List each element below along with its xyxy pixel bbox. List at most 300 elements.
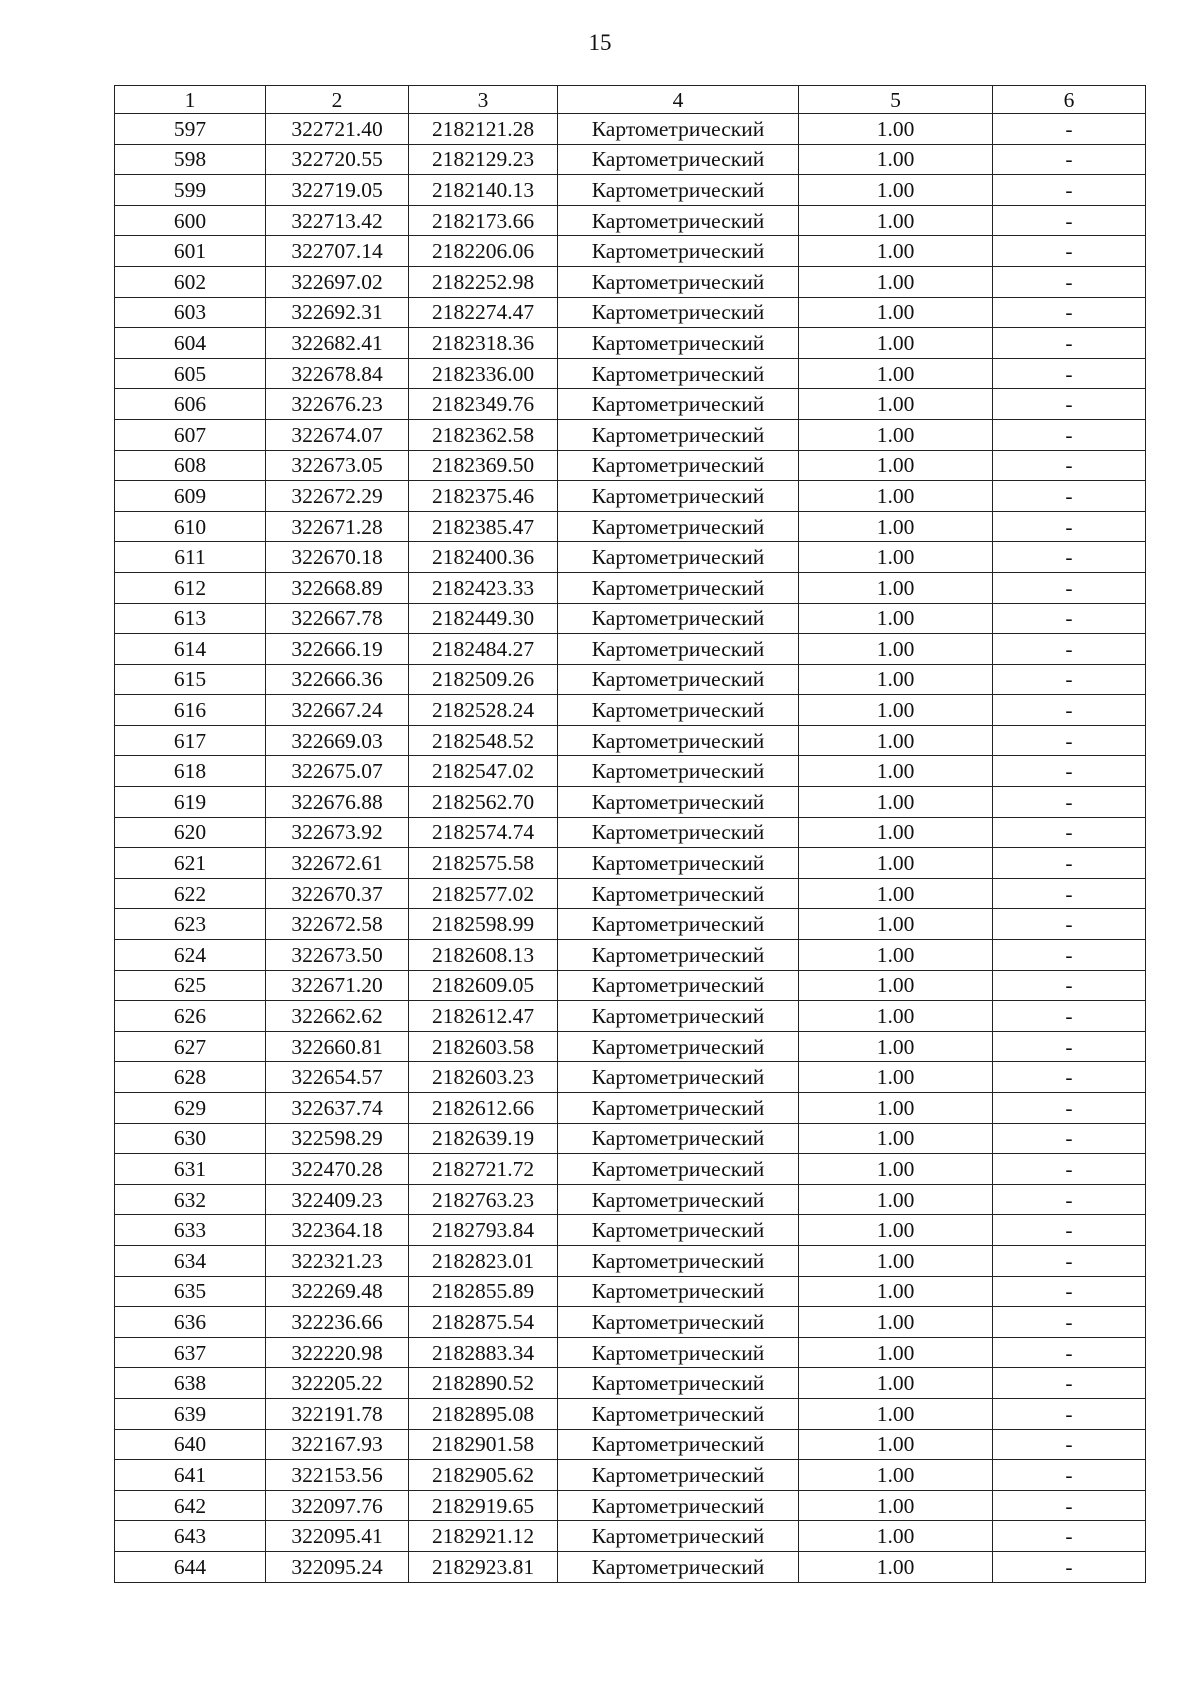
y-coordinate-cell: 2182484.27 bbox=[409, 634, 558, 665]
accuracy-cell: 1.00 bbox=[799, 634, 993, 665]
point-number-cell: 600 bbox=[115, 205, 266, 236]
method-cell: Картометрический bbox=[558, 1368, 799, 1399]
note-cell: - bbox=[993, 1215, 1146, 1246]
y-coordinate-cell: 2182400.36 bbox=[409, 542, 558, 573]
table-row bbox=[115, 419, 1146, 450]
table-row bbox=[115, 634, 1146, 665]
note-cell: - bbox=[993, 1368, 1146, 1399]
accuracy-cell: 1.00 bbox=[799, 1307, 993, 1338]
accuracy-cell: 1.00 bbox=[799, 1490, 993, 1521]
table-row bbox=[115, 1368, 1146, 1399]
table-row bbox=[115, 1429, 1146, 1460]
note-cell: - bbox=[993, 1490, 1146, 1521]
table-row bbox=[115, 940, 1146, 971]
column-header: 3 bbox=[409, 86, 558, 114]
x-coordinate-cell: 322682.41 bbox=[266, 328, 409, 359]
point-number-cell: 622 bbox=[115, 878, 266, 909]
point-number-cell: 618 bbox=[115, 756, 266, 787]
note-cell: - bbox=[993, 1521, 1146, 1552]
method-cell: Картометрический bbox=[558, 848, 799, 879]
table-row bbox=[115, 1337, 1146, 1368]
accuracy-cell: 1.00 bbox=[799, 481, 993, 512]
note-cell: - bbox=[993, 297, 1146, 328]
method-cell: Картометрический bbox=[558, 1398, 799, 1429]
y-coordinate-cell: 2182905.62 bbox=[409, 1460, 558, 1491]
method-cell: Картометрический bbox=[558, 909, 799, 940]
x-coordinate-cell: 322669.03 bbox=[266, 725, 409, 756]
page-number: 15 bbox=[588, 30, 612, 55]
note-cell: - bbox=[993, 1184, 1146, 1215]
accuracy-cell: 1.00 bbox=[799, 664, 993, 695]
point-number-cell: 634 bbox=[115, 1245, 266, 1276]
column-header: 6 bbox=[993, 86, 1146, 114]
y-coordinate-cell: 2182375.46 bbox=[409, 481, 558, 512]
point-number-cell: 599 bbox=[115, 175, 266, 206]
table-row bbox=[115, 817, 1146, 848]
table-row bbox=[115, 848, 1146, 879]
note-cell: - bbox=[993, 909, 1146, 940]
note-cell: - bbox=[993, 603, 1146, 634]
x-coordinate-cell: 322668.89 bbox=[266, 572, 409, 603]
accuracy-cell: 1.00 bbox=[799, 572, 993, 603]
y-coordinate-cell: 2182598.99 bbox=[409, 909, 558, 940]
method-cell: Картометрический bbox=[558, 787, 799, 818]
method-cell: Картометрический bbox=[558, 634, 799, 665]
point-number-cell: 637 bbox=[115, 1337, 266, 1368]
x-coordinate-cell: 322097.76 bbox=[266, 1490, 409, 1521]
note-cell: - bbox=[993, 205, 1146, 236]
accuracy-cell: 1.00 bbox=[799, 1001, 993, 1032]
y-coordinate-cell: 2182369.50 bbox=[409, 450, 558, 481]
method-cell: Картометрический bbox=[558, 205, 799, 236]
y-coordinate-cell: 2182509.26 bbox=[409, 664, 558, 695]
x-coordinate-cell: 322674.07 bbox=[266, 419, 409, 450]
x-coordinate-cell: 322666.19 bbox=[266, 634, 409, 665]
point-number-cell: 644 bbox=[115, 1551, 266, 1582]
table-row bbox=[115, 144, 1146, 175]
note-cell: - bbox=[993, 1398, 1146, 1429]
point-number-cell: 610 bbox=[115, 511, 266, 542]
point-number-cell: 606 bbox=[115, 389, 266, 420]
x-coordinate-cell: 322707.14 bbox=[266, 236, 409, 267]
point-number-cell: 643 bbox=[115, 1521, 266, 1552]
note-cell: - bbox=[993, 358, 1146, 389]
x-coordinate-cell: 322321.23 bbox=[266, 1245, 409, 1276]
point-number-cell: 601 bbox=[115, 236, 266, 267]
table-row bbox=[115, 1551, 1146, 1582]
y-coordinate-cell: 2182603.58 bbox=[409, 1031, 558, 1062]
note-cell: - bbox=[993, 878, 1146, 909]
accuracy-cell: 1.00 bbox=[799, 1398, 993, 1429]
point-number-cell: 638 bbox=[115, 1368, 266, 1399]
method-cell: Картометрический bbox=[558, 1245, 799, 1276]
accuracy-cell: 1.00 bbox=[799, 175, 993, 206]
accuracy-cell: 1.00 bbox=[799, 1184, 993, 1215]
x-coordinate-cell: 322672.61 bbox=[266, 848, 409, 879]
point-number-cell: 621 bbox=[115, 848, 266, 879]
x-coordinate-cell: 322666.36 bbox=[266, 664, 409, 695]
method-cell: Картометрический bbox=[558, 450, 799, 481]
note-cell: - bbox=[993, 266, 1146, 297]
accuracy-cell: 1.00 bbox=[799, 511, 993, 542]
note-cell: - bbox=[993, 1154, 1146, 1185]
y-coordinate-cell: 2182574.74 bbox=[409, 817, 558, 848]
point-number-cell: 626 bbox=[115, 1001, 266, 1032]
x-coordinate-cell: 322095.41 bbox=[266, 1521, 409, 1552]
method-cell: Картометрический bbox=[558, 603, 799, 634]
point-number-cell: 631 bbox=[115, 1154, 266, 1185]
table-row bbox=[115, 1245, 1146, 1276]
y-coordinate-cell: 2182173.66 bbox=[409, 205, 558, 236]
point-number-cell: 636 bbox=[115, 1307, 266, 1338]
y-coordinate-cell: 2182609.05 bbox=[409, 970, 558, 1001]
accuracy-cell: 1.00 bbox=[799, 1460, 993, 1491]
table-row bbox=[115, 1031, 1146, 1062]
y-coordinate-cell: 2182883.34 bbox=[409, 1337, 558, 1368]
table-row bbox=[115, 175, 1146, 206]
accuracy-cell: 1.00 bbox=[799, 450, 993, 481]
method-cell: Картометрический bbox=[558, 236, 799, 267]
x-coordinate-cell: 322269.48 bbox=[266, 1276, 409, 1307]
column-header: 1 bbox=[115, 86, 266, 114]
accuracy-cell: 1.00 bbox=[799, 389, 993, 420]
note-cell: - bbox=[993, 572, 1146, 603]
method-cell: Картометрический bbox=[558, 144, 799, 175]
table-row bbox=[115, 695, 1146, 726]
note-cell: - bbox=[993, 848, 1146, 879]
table-row bbox=[115, 266, 1146, 297]
point-number-cell: 613 bbox=[115, 603, 266, 634]
note-cell: - bbox=[993, 1093, 1146, 1124]
table-row bbox=[115, 481, 1146, 512]
table-row bbox=[115, 1215, 1146, 1246]
table-row bbox=[115, 1062, 1146, 1093]
accuracy-cell: 1.00 bbox=[799, 297, 993, 328]
note-cell: - bbox=[993, 389, 1146, 420]
table-row bbox=[115, 909, 1146, 940]
method-cell: Картометрический bbox=[558, 664, 799, 695]
table-row bbox=[115, 542, 1146, 573]
point-number-cell: 617 bbox=[115, 725, 266, 756]
table-header bbox=[115, 86, 1146, 114]
table-row bbox=[115, 1184, 1146, 1215]
table-row bbox=[115, 1521, 1146, 1552]
accuracy-cell: 1.00 bbox=[799, 114, 993, 145]
x-coordinate-cell: 322637.74 bbox=[266, 1093, 409, 1124]
y-coordinate-cell: 2182921.12 bbox=[409, 1521, 558, 1552]
note-cell: - bbox=[993, 419, 1146, 450]
note-cell: - bbox=[993, 1307, 1146, 1338]
point-number-cell: 642 bbox=[115, 1490, 266, 1521]
x-coordinate-cell: 322713.42 bbox=[266, 205, 409, 236]
note-cell: - bbox=[993, 634, 1146, 665]
point-number-cell: 598 bbox=[115, 144, 266, 175]
accuracy-cell: 1.00 bbox=[799, 1551, 993, 1582]
accuracy-cell: 1.00 bbox=[799, 1031, 993, 1062]
table-row bbox=[115, 1307, 1146, 1338]
note-cell: - bbox=[993, 114, 1146, 145]
table-row bbox=[115, 1123, 1146, 1154]
note-cell: - bbox=[993, 787, 1146, 818]
point-number-cell: 624 bbox=[115, 940, 266, 971]
note-cell: - bbox=[993, 542, 1146, 573]
table-row bbox=[115, 1154, 1146, 1185]
table-row bbox=[115, 664, 1146, 695]
accuracy-cell: 1.00 bbox=[799, 328, 993, 359]
point-number-cell: 615 bbox=[115, 664, 266, 695]
y-coordinate-cell: 2182318.36 bbox=[409, 328, 558, 359]
point-number-cell: 633 bbox=[115, 1215, 266, 1246]
y-coordinate-cell: 2182349.76 bbox=[409, 389, 558, 420]
x-coordinate-cell: 322167.93 bbox=[266, 1429, 409, 1460]
x-coordinate-cell: 322692.31 bbox=[266, 297, 409, 328]
point-number-cell: 641 bbox=[115, 1460, 266, 1491]
method-cell: Картометрический bbox=[558, 878, 799, 909]
y-coordinate-cell: 2182875.54 bbox=[409, 1307, 558, 1338]
accuracy-cell: 1.00 bbox=[799, 1123, 993, 1154]
note-cell: - bbox=[993, 1245, 1146, 1276]
accuracy-cell: 1.00 bbox=[799, 1245, 993, 1276]
method-cell: Картометрический bbox=[558, 1551, 799, 1582]
table-row bbox=[115, 114, 1146, 145]
y-coordinate-cell: 2182612.66 bbox=[409, 1093, 558, 1124]
y-coordinate-cell: 2182612.47 bbox=[409, 1001, 558, 1032]
accuracy-cell: 1.00 bbox=[799, 817, 993, 848]
x-coordinate-cell: 322220.98 bbox=[266, 1337, 409, 1368]
y-coordinate-cell: 2182763.23 bbox=[409, 1184, 558, 1215]
table-row bbox=[115, 511, 1146, 542]
method-cell: Картометрический bbox=[558, 1276, 799, 1307]
x-coordinate-cell: 322191.78 bbox=[266, 1398, 409, 1429]
accuracy-cell: 1.00 bbox=[799, 205, 993, 236]
point-number-cell: 597 bbox=[115, 114, 266, 145]
method-cell: Картометрический bbox=[558, 1521, 799, 1552]
note-cell: - bbox=[993, 1062, 1146, 1093]
method-cell: Картометрический bbox=[558, 358, 799, 389]
x-coordinate-cell: 322673.05 bbox=[266, 450, 409, 481]
x-coordinate-cell: 322676.23 bbox=[266, 389, 409, 420]
table-row bbox=[115, 725, 1146, 756]
method-cell: Картометрический bbox=[558, 419, 799, 450]
method-cell: Картометрический bbox=[558, 266, 799, 297]
point-number-cell: 620 bbox=[115, 817, 266, 848]
x-coordinate-cell: 322678.84 bbox=[266, 358, 409, 389]
y-coordinate-cell: 2182895.08 bbox=[409, 1398, 558, 1429]
x-coordinate-cell: 322662.62 bbox=[266, 1001, 409, 1032]
y-coordinate-cell: 2182577.02 bbox=[409, 878, 558, 909]
method-cell: Картометрический bbox=[558, 970, 799, 1001]
x-coordinate-cell: 322671.28 bbox=[266, 511, 409, 542]
table-row bbox=[115, 787, 1146, 818]
point-number-cell: 619 bbox=[115, 787, 266, 818]
point-number-cell: 604 bbox=[115, 328, 266, 359]
accuracy-cell: 1.00 bbox=[799, 970, 993, 1001]
method-cell: Картометрический bbox=[558, 1429, 799, 1460]
note-cell: - bbox=[993, 450, 1146, 481]
y-coordinate-cell: 2182206.06 bbox=[409, 236, 558, 267]
point-number-cell: 629 bbox=[115, 1093, 266, 1124]
point-number-cell: 639 bbox=[115, 1398, 266, 1429]
x-coordinate-cell: 322364.18 bbox=[266, 1215, 409, 1246]
note-cell: - bbox=[993, 725, 1146, 756]
y-coordinate-cell: 2182603.23 bbox=[409, 1062, 558, 1093]
accuracy-cell: 1.00 bbox=[799, 1521, 993, 1552]
y-coordinate-cell: 2182336.00 bbox=[409, 358, 558, 389]
y-coordinate-cell: 2182274.47 bbox=[409, 297, 558, 328]
x-coordinate-cell: 322719.05 bbox=[266, 175, 409, 206]
method-cell: Картометрический bbox=[558, 1307, 799, 1338]
x-coordinate-cell: 322095.24 bbox=[266, 1551, 409, 1582]
method-cell: Картометрический bbox=[558, 511, 799, 542]
accuracy-cell: 1.00 bbox=[799, 848, 993, 879]
x-coordinate-cell: 322205.22 bbox=[266, 1368, 409, 1399]
table-row bbox=[115, 389, 1146, 420]
point-number-cell: 623 bbox=[115, 909, 266, 940]
point-number-cell: 603 bbox=[115, 297, 266, 328]
method-cell: Картометрический bbox=[558, 481, 799, 512]
method-cell: Картометрический bbox=[558, 1031, 799, 1062]
x-coordinate-cell: 322673.92 bbox=[266, 817, 409, 848]
x-coordinate-cell: 322720.55 bbox=[266, 144, 409, 175]
table-row bbox=[115, 603, 1146, 634]
y-coordinate-cell: 2182528.24 bbox=[409, 695, 558, 726]
accuracy-cell: 1.00 bbox=[799, 236, 993, 267]
table-row bbox=[115, 970, 1146, 1001]
header-row bbox=[115, 86, 1146, 114]
y-coordinate-cell: 2182608.13 bbox=[409, 940, 558, 971]
accuracy-cell: 1.00 bbox=[799, 1429, 993, 1460]
point-number-cell: 607 bbox=[115, 419, 266, 450]
accuracy-cell: 1.00 bbox=[799, 878, 993, 909]
method-cell: Картометрический bbox=[558, 817, 799, 848]
y-coordinate-cell: 2182793.84 bbox=[409, 1215, 558, 1246]
point-number-cell: 602 bbox=[115, 266, 266, 297]
note-cell: - bbox=[993, 1276, 1146, 1307]
note-cell: - bbox=[993, 144, 1146, 175]
x-coordinate-cell: 322670.37 bbox=[266, 878, 409, 909]
y-coordinate-cell: 2182575.58 bbox=[409, 848, 558, 879]
point-number-cell: 605 bbox=[115, 358, 266, 389]
table-row bbox=[115, 756, 1146, 787]
table-row bbox=[115, 1276, 1146, 1307]
point-number-cell: 612 bbox=[115, 572, 266, 603]
x-coordinate-cell: 322670.18 bbox=[266, 542, 409, 573]
accuracy-cell: 1.00 bbox=[799, 787, 993, 818]
method-cell: Картометрический bbox=[558, 542, 799, 573]
y-coordinate-cell: 2182923.81 bbox=[409, 1551, 558, 1582]
y-coordinate-cell: 2182140.13 bbox=[409, 175, 558, 206]
point-number-cell: 627 bbox=[115, 1031, 266, 1062]
x-coordinate-cell: 322721.40 bbox=[266, 114, 409, 145]
note-cell: - bbox=[993, 940, 1146, 971]
method-cell: Картометрический bbox=[558, 1184, 799, 1215]
y-coordinate-cell: 2182385.47 bbox=[409, 511, 558, 542]
x-coordinate-cell: 322675.07 bbox=[266, 756, 409, 787]
table-row bbox=[115, 1490, 1146, 1521]
y-coordinate-cell: 2182362.58 bbox=[409, 419, 558, 450]
y-coordinate-cell: 2182423.33 bbox=[409, 572, 558, 603]
table-row bbox=[115, 450, 1146, 481]
note-cell: - bbox=[993, 175, 1146, 206]
method-cell: Картометрический bbox=[558, 1062, 799, 1093]
accuracy-cell: 1.00 bbox=[799, 725, 993, 756]
method-cell: Картометрический bbox=[558, 175, 799, 206]
method-cell: Картометрический bbox=[558, 328, 799, 359]
accuracy-cell: 1.00 bbox=[799, 1154, 993, 1185]
accuracy-cell: 1.00 bbox=[799, 358, 993, 389]
column-header: 4 bbox=[558, 86, 799, 114]
note-cell: - bbox=[993, 695, 1146, 726]
point-number-cell: 608 bbox=[115, 450, 266, 481]
x-coordinate-cell: 322676.88 bbox=[266, 787, 409, 818]
table-body bbox=[115, 114, 1146, 1583]
accuracy-cell: 1.00 bbox=[799, 1337, 993, 1368]
y-coordinate-cell: 2182547.02 bbox=[409, 756, 558, 787]
column-header: 2 bbox=[266, 86, 409, 114]
point-number-cell: 609 bbox=[115, 481, 266, 512]
note-cell: - bbox=[993, 756, 1146, 787]
table-row bbox=[115, 572, 1146, 603]
point-number-cell: 640 bbox=[115, 1429, 266, 1460]
y-coordinate-cell: 2182129.23 bbox=[409, 144, 558, 175]
method-cell: Картометрический bbox=[558, 756, 799, 787]
accuracy-cell: 1.00 bbox=[799, 1062, 993, 1093]
table-row bbox=[115, 1460, 1146, 1491]
x-coordinate-cell: 322654.57 bbox=[266, 1062, 409, 1093]
note-cell: - bbox=[993, 328, 1146, 359]
y-coordinate-cell: 2182562.70 bbox=[409, 787, 558, 818]
method-cell: Картометрический bbox=[558, 1001, 799, 1032]
accuracy-cell: 1.00 bbox=[799, 144, 993, 175]
note-cell: - bbox=[993, 1123, 1146, 1154]
accuracy-cell: 1.00 bbox=[799, 909, 993, 940]
method-cell: Картометрический bbox=[558, 1154, 799, 1185]
note-cell: - bbox=[993, 970, 1146, 1001]
point-number-cell: 611 bbox=[115, 542, 266, 573]
accuracy-cell: 1.00 bbox=[799, 542, 993, 573]
method-cell: Картометрический bbox=[558, 1337, 799, 1368]
y-coordinate-cell: 2182919.65 bbox=[409, 1490, 558, 1521]
y-coordinate-cell: 2182449.30 bbox=[409, 603, 558, 634]
accuracy-cell: 1.00 bbox=[799, 266, 993, 297]
table-row bbox=[115, 236, 1146, 267]
method-cell: Картометрический bbox=[558, 695, 799, 726]
accuracy-cell: 1.00 bbox=[799, 940, 993, 971]
table-row bbox=[115, 358, 1146, 389]
point-number-cell: 635 bbox=[115, 1276, 266, 1307]
x-coordinate-cell: 322470.28 bbox=[266, 1154, 409, 1185]
x-coordinate-cell: 322671.20 bbox=[266, 970, 409, 1001]
method-cell: Картометрический bbox=[558, 725, 799, 756]
x-coordinate-cell: 322673.50 bbox=[266, 940, 409, 971]
point-number-cell: 630 bbox=[115, 1123, 266, 1154]
note-cell: - bbox=[993, 1031, 1146, 1062]
accuracy-cell: 1.00 bbox=[799, 1215, 993, 1246]
method-cell: Картометрический bbox=[558, 940, 799, 971]
column-header: 5 bbox=[799, 86, 993, 114]
coordinates-table bbox=[114, 85, 1146, 1583]
method-cell: Картометрический bbox=[558, 1093, 799, 1124]
accuracy-cell: 1.00 bbox=[799, 756, 993, 787]
table-row bbox=[115, 878, 1146, 909]
table-row bbox=[115, 205, 1146, 236]
point-number-cell: 625 bbox=[115, 970, 266, 1001]
y-coordinate-cell: 2182252.98 bbox=[409, 266, 558, 297]
method-cell: Картометрический bbox=[558, 114, 799, 145]
accuracy-cell: 1.00 bbox=[799, 695, 993, 726]
note-cell: - bbox=[993, 1551, 1146, 1582]
x-coordinate-cell: 322236.66 bbox=[266, 1307, 409, 1338]
